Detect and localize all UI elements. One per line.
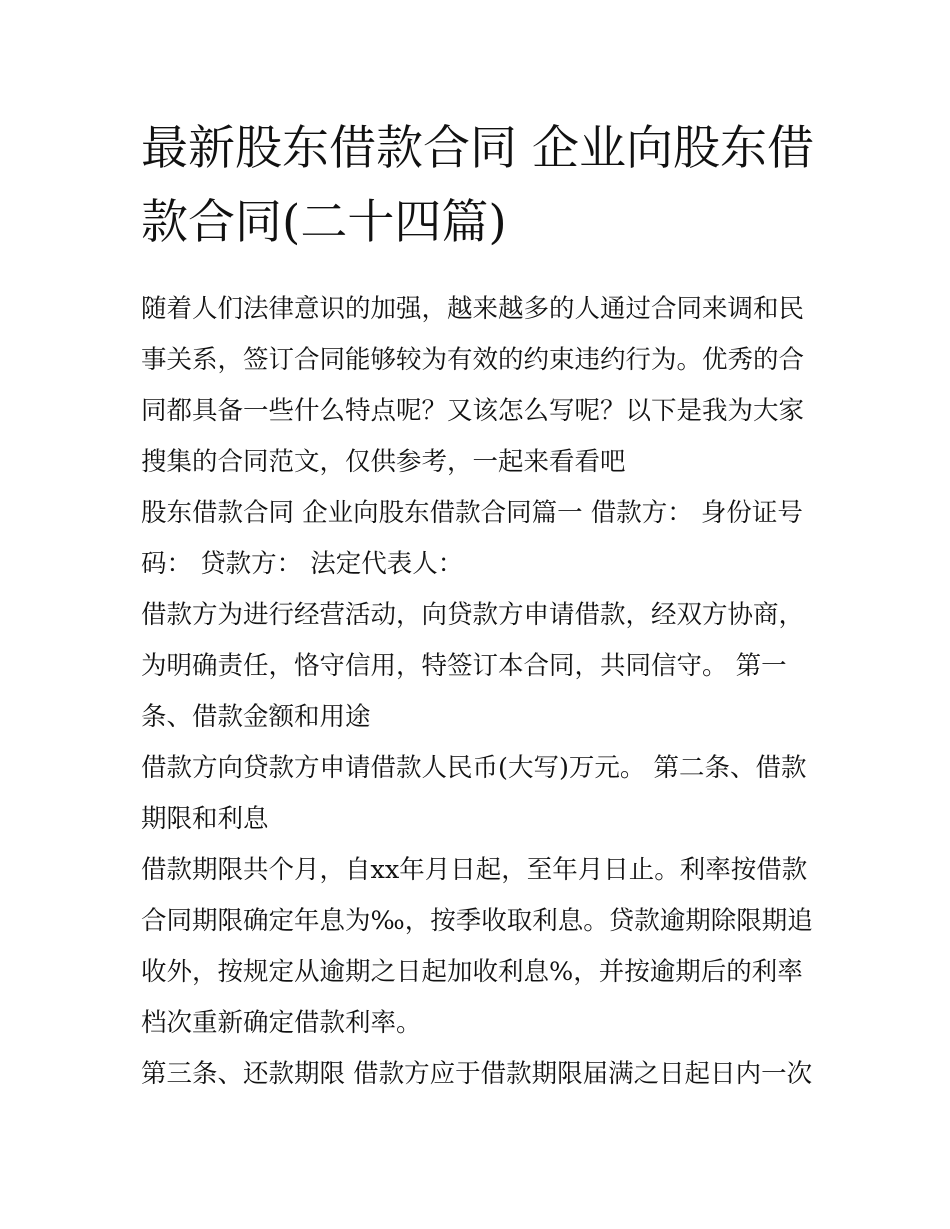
purpose-paragraph: 借款方为进行经营活动，向贷款方申请借款，经双方协商，为明确责任，恪守信用，特签订本合同，共同信守。 第一条、借款金额和用途 — [141, 600, 805, 732]
document-title: 最新股东借款合同 企业向股东借款合同(二十四篇) — [141, 121, 814, 250]
term-interest-paragraph: 借款期限共个月，自xx年月日起，至年月日止。利率按借款合同期限确定年息为‰，按季收取利息。贷款逾期除限期追收外，按规定从逾期之日起加收利息%，并按逾期后的利率档次重新确定借款利率。 — [141, 855, 813, 1038]
amount-paragraph: 借款方向贷款方申请借款人民币(大写)万元。 第二条、借款期限和利息 — [141, 753, 807, 834]
repayment-paragraph: 第三条、还款期限 借款方应于借款期限届满之日起日内一次 — [141, 1059, 813, 1089]
parties-paragraph: 股东借款合同 企业向股东借款合同篇一 借款方： 身份证号码： 贷款方： 法定代表人： — [141, 498, 803, 579]
intro-paragraph: 随着人们法律意识的加强，越来越多的人通过合同来调和民事关系，签订合同能够较为有效的约束违约行为。优秀的合同都具备一些什么特点呢？又该怎么写呢？以下是我为大家搜集的合同范文，仅供参考，一起来看看吧 — [141, 294, 805, 477]
document-body — [141, 112, 819, 1100]
